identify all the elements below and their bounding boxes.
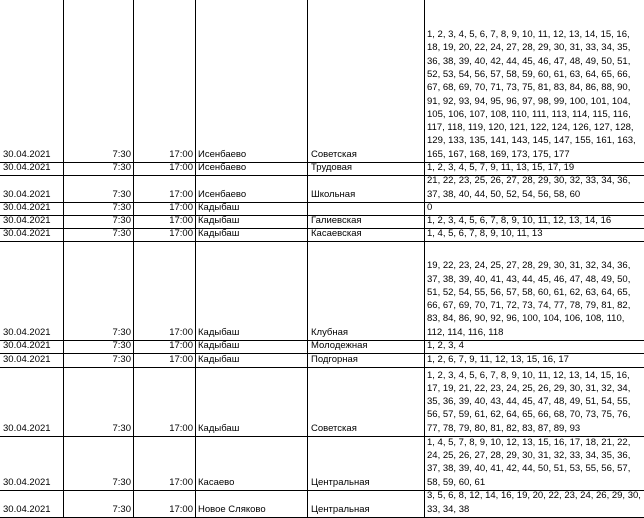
start-time-cell <box>64 341 134 353</box>
house-numbers-line: 1, 2, 3, 4, 5, 6, 7, 8, 9, 10, 11, 12, 13, 14, 15, 16, <box>427 29 630 41</box>
village-cell <box>196 0 308 162</box>
street-cell-text: Касаевская <box>311 229 362 239</box>
street-cell-text: Школьная <box>311 188 356 200</box>
end-time-cell-text: 17:00 <box>169 163 193 173</box>
house-numbers-line: 112, 114, 116, 118 <box>427 326 504 338</box>
house-numbers-cell <box>425 203 644 215</box>
house-numbers-line: 18, 19, 20, 22, 24, 27, 28, 29, 30, 31, 33, 34, 35, <box>427 42 631 54</box>
village-cell-text: Кадыбаш <box>198 216 240 226</box>
table-row <box>0 437 644 491</box>
house-numbers-cell <box>425 163 644 175</box>
date-cell <box>0 229 64 241</box>
end-time-cell <box>134 242 196 340</box>
house-numbers-line: 0 <box>427 203 433 213</box>
street-cell-text: Трудовая <box>311 163 353 173</box>
street-cell <box>308 341 425 353</box>
end-time-cell-text: 17:00 <box>169 476 193 488</box>
house-numbers-line: 1, 4, 5, 7, 8, 9, 10, 12, 13, 15, 16, 17, 18, 21, 22, <box>427 437 631 448</box>
start-time-cell-text: 7:30 <box>112 354 131 365</box>
start-time-cell <box>64 163 134 175</box>
village-cell <box>196 437 308 490</box>
end-time-cell-text: 17:00 <box>169 422 193 434</box>
start-time-cell <box>64 491 134 517</box>
street-cell <box>308 437 425 490</box>
date-cell-text: 30.04.2021 <box>3 188 51 200</box>
end-time-cell <box>134 0 196 162</box>
house-numbers-list <box>427 176 644 201</box>
start-time-cell <box>64 354 134 367</box>
date-cell <box>0 368 64 436</box>
house-numbers-cell <box>425 491 644 517</box>
date-cell <box>0 176 64 202</box>
street-cell <box>308 368 425 436</box>
date-cell-text: 30.04.2021 <box>3 216 51 226</box>
date-cell-text: 30.04.2021 <box>3 341 51 351</box>
end-time-cell-text: 17:00 <box>169 326 193 338</box>
house-numbers-line: 1, 2, 6, 7, 9, 11, 12, 13, 15, 16, 17 <box>427 354 569 365</box>
date-cell-text: 30.04.2021 <box>3 148 51 160</box>
table-row <box>0 368 644 437</box>
date-cell <box>0 203 64 215</box>
house-numbers-list <box>427 216 644 227</box>
village-cell <box>196 163 308 175</box>
village-cell-text: Кадыбаш <box>198 341 240 351</box>
street-cell <box>308 491 425 517</box>
village-cell-text: Касаево <box>198 476 235 488</box>
date-cell <box>0 0 64 162</box>
house-numbers-line: 117, 118, 119, 120, 121, 122, 124, 126, 127, 128, <box>427 122 634 134</box>
house-numbers-list <box>427 491 644 516</box>
house-numbers-line: 1, 4, 5, 6, 7, 8, 9, 10, 11, 13 <box>427 229 543 239</box>
house-numbers-cell <box>425 341 644 353</box>
table-row <box>0 229 644 242</box>
start-time-cell <box>64 176 134 202</box>
end-time-cell <box>134 368 196 436</box>
end-time-cell-text: 17:00 <box>169 341 193 351</box>
house-numbers-list <box>427 163 644 174</box>
start-time-cell-text: 7:30 <box>112 216 131 226</box>
house-numbers-cell <box>425 229 644 241</box>
village-cell <box>196 229 308 241</box>
street-cell-text: Клубная <box>311 326 349 338</box>
village-cell <box>196 242 308 340</box>
street-cell-text: Молодежная <box>311 341 368 351</box>
street-cell <box>308 176 425 202</box>
end-time-cell-text: 17:00 <box>169 216 193 226</box>
house-numbers-line: 105, 106, 107, 108, 110, 111, 113, 114, 115, 116, <box>427 108 631 120</box>
table-row <box>0 354 644 368</box>
date-cell-text: 30.04.2021 <box>3 422 51 434</box>
house-numbers-line: 36, 38, 39, 40, 42, 44, 45, 46, 47, 48, 49, 50, 51, <box>427 55 631 67</box>
start-time-cell <box>64 242 134 340</box>
street-cell-text: Советская <box>311 422 357 434</box>
street-cell-text: Советская <box>311 148 357 160</box>
house-numbers-list <box>427 259 644 339</box>
house-numbers-line: 37, 38, 39, 40, 41, 42, 44, 50, 51, 53, 55, 56, 57, <box>427 463 631 475</box>
house-numbers-line: 17, 19, 21, 22, 23, 24, 25, 26, 29, 30, 31, 32, 34, <box>427 382 631 394</box>
house-numbers-cell <box>425 0 644 162</box>
end-time-cell <box>134 216 196 228</box>
date-cell <box>0 163 64 175</box>
date-cell <box>0 437 64 490</box>
house-numbers-list <box>427 369 644 435</box>
table-row <box>0 341 644 354</box>
start-time-cell-text: 7:30 <box>112 203 131 213</box>
street-cell <box>308 0 425 162</box>
house-numbers-list <box>427 437 644 489</box>
street-cell <box>308 163 425 175</box>
end-time-cell-text: 17:00 <box>169 188 193 200</box>
village-cell-text: Исенбаево <box>198 188 247 200</box>
date-cell <box>0 341 64 353</box>
house-numbers-cell <box>425 216 644 228</box>
start-time-cell-text: 7:30 <box>112 341 131 351</box>
end-time-cell <box>134 354 196 367</box>
table-row <box>0 0 644 163</box>
date-cell-text: 30.04.2021 <box>3 476 51 488</box>
house-numbers-line: 91, 92, 93, 94, 95, 96, 97, 98, 99, 100, 101, 104, <box>427 95 631 107</box>
house-numbers-cell <box>425 242 644 340</box>
start-time-cell <box>64 216 134 228</box>
end-time-cell-text: 17:00 <box>169 148 193 160</box>
start-time-cell <box>64 0 134 162</box>
house-numbers-line: 37, 38, 40, 44, 50, 52, 54, 56, 58, 60 <box>427 188 581 200</box>
house-numbers-line: 56, 57, 59, 61, 62, 64, 65, 66, 68, 70, 73, 75, 76, <box>427 409 631 421</box>
house-numbers-list <box>427 341 644 352</box>
end-time-cell <box>134 163 196 175</box>
date-cell <box>0 216 64 228</box>
street-cell <box>308 354 425 367</box>
start-time-cell-text: 7:30 <box>112 422 131 434</box>
start-time-cell-text: 7:30 <box>112 326 131 338</box>
date-cell-text: 30.04.2021 <box>3 163 51 173</box>
end-time-cell-text: 17:00 <box>169 203 193 213</box>
end-time-cell <box>134 437 196 490</box>
street-cell-text: Центральная <box>311 503 370 515</box>
house-numbers-line: 51, 52, 54, 55, 56, 57, 58, 60, 61, 62, 63, 64, 65, <box>427 286 631 298</box>
house-numbers-list <box>427 354 644 366</box>
house-numbers-line: 67, 68, 69, 70, 71, 73, 75, 81, 83, 84, 86, 88, 90, <box>427 82 631 94</box>
end-time-cell <box>134 176 196 202</box>
house-numbers-line: 3, 5, 6, 8, 12, 14, 16, 19, 20, 22, 23, 24, 26, 29, 30, <box>427 491 641 502</box>
street-cell <box>308 242 425 340</box>
house-numbers-line: 35, 36, 39, 40, 43, 44, 45, 47, 48, 49, 51, 54, 55, <box>427 396 631 408</box>
start-time-cell-text: 7:30 <box>112 148 131 160</box>
house-numbers-line: 37, 38, 39, 40, 41, 43, 44, 45, 46, 47, 48, 49, 50, <box>427 273 631 285</box>
village-cell <box>196 491 308 517</box>
house-numbers-cell <box>425 437 644 490</box>
end-time-cell <box>134 491 196 517</box>
house-numbers-line: 52, 53, 54, 56, 57, 58, 59, 60, 61, 63, 64, 65, 66, <box>427 68 631 80</box>
village-cell <box>196 341 308 353</box>
start-time-cell-text: 7:30 <box>112 229 131 239</box>
date-cell <box>0 491 64 517</box>
start-time-cell <box>64 437 134 490</box>
end-time-cell <box>134 203 196 215</box>
start-time-cell <box>64 229 134 241</box>
start-time-cell-text: 7:30 <box>112 188 131 200</box>
village-cell-text: Исенбаево <box>198 163 247 173</box>
house-numbers-list <box>427 229 644 240</box>
date-cell <box>0 242 64 340</box>
start-time-cell-text: 7:30 <box>112 163 131 173</box>
house-numbers-line: 83, 84, 86, 90, 92, 96, 100, 104, 106, 108, 110, <box>427 313 625 325</box>
table-row <box>0 216 644 229</box>
table-row <box>0 176 644 203</box>
table-row <box>0 163 644 176</box>
end-time-cell <box>134 229 196 241</box>
village-cell-text: Кадыбаш <box>198 354 240 365</box>
house-numbers-line: 1, 2, 3, 4, 5, 6, 7, 8, 9, 10, 11, 12, 13, 14, 16 <box>427 216 612 226</box>
street-cell-text: Галиевская <box>311 216 362 226</box>
house-numbers-list <box>427 203 644 214</box>
house-numbers-line: 1, 2, 3, 4, 5, 7, 9, 11, 13, 15, 17, 19 <box>427 163 575 173</box>
house-numbers-line: 58, 59, 60, 61 <box>427 476 486 488</box>
start-time-cell <box>64 203 134 215</box>
end-time-cell-text: 17:00 <box>169 503 193 515</box>
street-cell <box>308 216 425 228</box>
house-numbers-line: 129, 133, 135, 141, 143, 145, 147, 155, 161, 163, <box>427 135 636 147</box>
street-cell-text: Подгорная <box>311 354 358 365</box>
house-numbers-line: 1, 2, 3, 4, 5, 6, 7, 8, 9, 10, 11, 12, 13, 14, 15, 16, <box>427 369 630 381</box>
house-numbers-cell <box>425 354 644 367</box>
date-cell-text: 30.04.2021 <box>3 503 51 515</box>
house-numbers-line: 165, 167, 168, 169, 173, 175, 177 <box>427 148 570 160</box>
house-numbers-line: 24, 25, 26, 27, 28, 29, 30, 31, 32, 33, 34, 35, 36, <box>427 450 631 462</box>
house-numbers-line: 77, 78, 79, 80, 81, 82, 83, 87, 89, 93 <box>427 422 581 434</box>
village-cell-text: Кадыбаш <box>198 203 240 213</box>
start-time-cell-text: 7:30 <box>112 476 131 488</box>
village-cell-text: Новое Сляково <box>198 503 266 515</box>
village-cell-text: Кадыбаш <box>198 326 240 338</box>
village-cell-text: Исенбаево <box>198 148 247 160</box>
table-row <box>0 242 644 341</box>
end-time-cell-text: 17:00 <box>169 354 193 365</box>
village-cell-text: Кадыбаш <box>198 422 240 434</box>
house-numbers-line: 1, 2, 3, 4 <box>427 341 464 351</box>
date-cell-text: 30.04.2021 <box>3 229 51 239</box>
house-numbers-cell <box>425 176 644 202</box>
date-cell-text: 30.04.2021 <box>3 326 51 338</box>
table-row <box>0 491 644 518</box>
house-numbers-list <box>427 28 644 161</box>
street-cell <box>308 229 425 241</box>
village-cell <box>196 354 308 367</box>
street-cell-text: Центральная <box>311 476 370 488</box>
village-cell-text: Кадыбаш <box>198 229 240 239</box>
street-cell <box>308 203 425 215</box>
village-cell <box>196 368 308 436</box>
start-time-cell-text: 7:30 <box>112 503 131 515</box>
house-numbers-line: 21, 22, 23, 25, 26, 27, 28, 29, 30, 32, 33, 34, 36, <box>427 176 631 187</box>
house-numbers-line: 19, 22, 23, 24, 25, 27, 28, 29, 30, 31, 32, 34, 36, <box>427 260 631 272</box>
date-cell-text: 30.04.2021 <box>3 203 51 213</box>
date-cell <box>0 354 64 367</box>
village-cell <box>196 176 308 202</box>
village-cell <box>196 216 308 228</box>
start-time-cell <box>64 368 134 436</box>
house-numbers-line: 66, 67, 69, 70, 71, 72, 73, 74, 77, 78, 79, 81, 82, <box>427 300 631 312</box>
table-row <box>0 203 644 216</box>
end-time-cell <box>134 341 196 353</box>
date-cell-text: 30.04.2021 <box>3 354 51 365</box>
house-numbers-cell <box>425 368 644 436</box>
house-numbers-line: 33, 34, 38 <box>427 503 470 515</box>
village-cell <box>196 203 308 215</box>
end-time-cell-text: 17:00 <box>169 229 193 239</box>
